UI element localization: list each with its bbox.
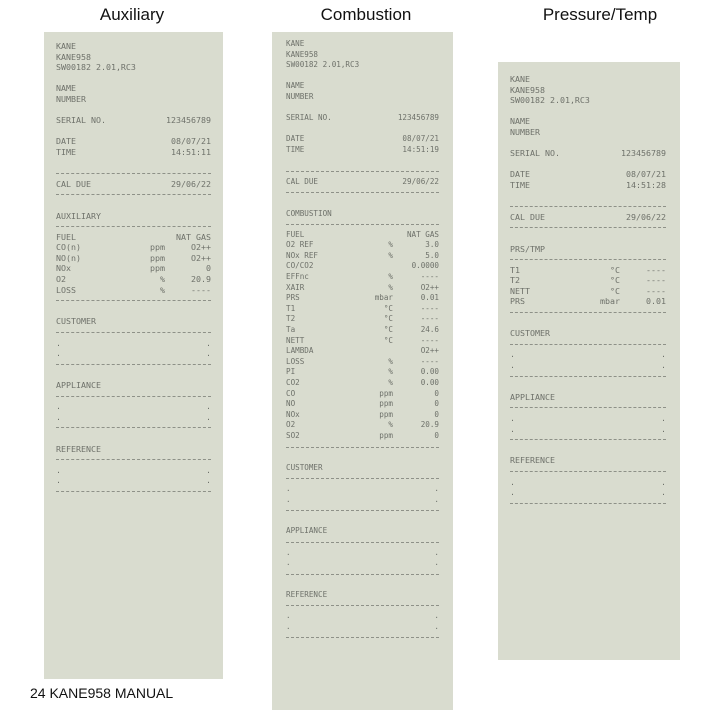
blank-field-marks <box>510 360 666 371</box>
header-line: SW00182 2.01,RC3 <box>510 95 590 106</box>
spacer <box>510 191 666 202</box>
blank-field-marks <box>286 558 439 569</box>
dashed-divider <box>56 422 211 433</box>
spacer <box>286 516 439 527</box>
reading-label: O2 <box>56 274 66 285</box>
reading-row <box>286 378 439 389</box>
reading-value: O2++ <box>191 242 211 253</box>
reading-row <box>510 275 666 286</box>
reading-label: Ta <box>286 325 296 335</box>
reading-unit: % <box>388 367 393 377</box>
reading-row <box>286 336 439 347</box>
blank-field-mark: . <box>510 349 515 360</box>
spacer <box>56 126 211 137</box>
pressure-temp-title: Pressure/Temp <box>542 5 658 24</box>
reading-row <box>56 274 211 285</box>
reading-unit: °C <box>383 335 393 345</box>
spacer <box>286 103 439 114</box>
appliance-label: APPLIANCE <box>510 391 555 402</box>
reading-unit: °C <box>383 325 393 335</box>
reading-value: 24.6 <box>420 325 439 335</box>
reading-row <box>510 286 666 297</box>
reading-row <box>286 357 439 368</box>
cal-due-label: CAL DUE <box>510 211 545 222</box>
date-label: DATE <box>510 169 530 180</box>
blank-field-marks <box>510 477 666 488</box>
spacer <box>286 452 439 463</box>
reading-value: 0.00 <box>420 367 439 377</box>
time-value: 14:51:11 <box>171 146 211 157</box>
blank-field-mark: . <box>510 360 515 371</box>
header-line: KANE958 <box>56 51 91 62</box>
dashed-divider <box>286 166 439 177</box>
dashed-divider <box>510 466 666 477</box>
blank-field-mark: . <box>56 401 61 412</box>
pressure-temp-printout <box>498 62 680 660</box>
reading-label: XAIR <box>286 282 305 292</box>
blank-field-mark: . <box>286 621 291 631</box>
serial-number <box>510 148 666 159</box>
reading-value: 20.9 <box>191 274 211 285</box>
reading-row <box>286 314 439 325</box>
cal-due-value: 29/06/22 <box>171 178 211 189</box>
reading-row <box>286 272 439 283</box>
blank-field-marks <box>56 348 211 359</box>
date-label: DATE <box>56 136 76 147</box>
reading-unit: % <box>388 282 393 292</box>
reading-row <box>286 261 439 272</box>
reading-label: LAMBDA <box>286 346 314 356</box>
blank-field-marks <box>56 401 211 412</box>
customer-label: CUSTOMER <box>510 328 550 339</box>
reading-unit <box>355 261 393 272</box>
blank-field-mark: . <box>286 558 291 568</box>
blank-field-mark: . <box>661 360 666 371</box>
dashed-divider <box>510 222 666 233</box>
serial-number <box>286 113 439 124</box>
blank-field-mark: . <box>661 349 666 360</box>
section-title: AUXILIARY <box>56 210 101 221</box>
reading-value: 5.0 <box>425 250 439 260</box>
spacer <box>56 158 211 169</box>
date <box>56 136 211 147</box>
name-line: NAME <box>286 81 305 91</box>
reading-row <box>286 389 439 400</box>
serial-number-value: 123456789 <box>166 115 211 126</box>
reading-value: 20.9 <box>420 420 439 430</box>
cal-due <box>56 179 211 190</box>
reading-label: NETT <box>286 335 305 345</box>
time-label: TIME <box>510 179 530 190</box>
reading-label: T2 <box>286 314 296 324</box>
dashed-divider <box>56 327 211 338</box>
spacer <box>510 445 666 456</box>
blank-field-marks <box>510 413 666 424</box>
blank-field-mark: . <box>206 464 211 475</box>
reading-row <box>286 410 439 421</box>
section-title: COMBUSTION <box>286 208 332 218</box>
spacer <box>56 73 211 84</box>
reading-row <box>286 304 439 315</box>
customer-label: CUSTOMER <box>286 462 323 472</box>
dashed-divider <box>510 402 666 413</box>
reading-value: 0 <box>434 399 439 409</box>
dashed-divider <box>56 221 211 232</box>
blank-field-mark: . <box>434 558 439 568</box>
spacer <box>286 156 439 167</box>
reading-row <box>286 431 439 442</box>
section-title: PRS/TMP <box>510 243 545 254</box>
name-line: NUMBER <box>56 93 86 104</box>
dashed-divider <box>56 486 211 497</box>
reference-label: REFERENCE <box>510 455 555 466</box>
reading-row <box>286 293 439 304</box>
reading-unit: °C <box>383 314 393 324</box>
dashed-divider <box>286 473 439 484</box>
serial-number-value: 123456789 <box>397 113 439 123</box>
reading-label: NETT <box>510 285 530 296</box>
fuel-label: FUEL <box>56 231 76 242</box>
customer-label: CUSTOMER <box>56 316 96 327</box>
serial-number-value: 123456789 <box>621 148 666 159</box>
date-value: 08/07/21 <box>171 136 211 147</box>
dashed-divider <box>286 569 439 580</box>
blank-field-mark: . <box>286 547 291 557</box>
reading-unit: ppm <box>150 252 165 263</box>
spacer <box>286 579 439 590</box>
blank-field-marks <box>510 349 666 360</box>
name-line: NAME <box>56 83 76 94</box>
blank-field-mark: . <box>510 476 515 487</box>
reading-label: PI <box>286 367 296 377</box>
spacer <box>510 138 666 149</box>
reading-label: CO <box>286 388 296 398</box>
dashed-divider <box>510 254 666 265</box>
reading-value: 0 <box>206 263 211 274</box>
reading-unit: % <box>388 378 393 387</box>
reading-unit: °C <box>610 264 620 275</box>
reading-row <box>510 296 666 307</box>
blank-field-mark: . <box>434 621 439 631</box>
reading-value: 0.01 <box>646 296 666 307</box>
dashed-divider <box>56 168 211 179</box>
cal-due-label: CAL DUE <box>56 178 91 189</box>
dashed-divider <box>56 454 211 465</box>
reading-unit: % <box>388 240 393 250</box>
reading-label: T2 <box>510 275 520 286</box>
blank-field-marks <box>510 424 666 435</box>
reading-row <box>56 242 211 253</box>
time <box>56 147 211 158</box>
reading-unit: ppm <box>150 242 165 253</box>
blank-field-marks <box>56 412 211 423</box>
reading-row <box>56 253 211 264</box>
dashed-divider <box>286 505 439 516</box>
dashed-divider <box>56 359 211 370</box>
auxiliary-printout <box>44 32 223 679</box>
dashed-divider <box>286 632 439 643</box>
dashed-divider <box>510 498 666 509</box>
appliance-label: APPLIANCE <box>56 380 101 390</box>
reading-label: T1 <box>510 264 520 275</box>
blank-field-mark: . <box>661 413 666 423</box>
blank-field-marks <box>286 622 439 633</box>
reading-unit: mbar <box>374 293 393 303</box>
spacer <box>510 318 666 329</box>
time-label: TIME <box>286 144 305 154</box>
reading-value: 0 <box>434 409 439 419</box>
serial-number-label: SERIAL NO. <box>286 113 332 123</box>
reference-label: REFERENCE <box>286 589 328 599</box>
reading-label: NO(n) <box>56 252 81 263</box>
dashed-divider <box>56 295 211 306</box>
header-line: SW00182 2.01,RC3 <box>286 60 360 70</box>
name-line: NUMBER <box>510 126 540 137</box>
appliance-label: APPLIANCE <box>286 526 328 536</box>
blank-field-mark: . <box>434 611 439 621</box>
name-line: NUMBER <box>286 91 314 101</box>
spacer <box>510 159 666 170</box>
spacer <box>56 497 211 508</box>
reading-unit: % <box>388 356 393 366</box>
reading-row <box>286 240 439 251</box>
reading-value: 0 <box>434 388 439 398</box>
blank-field-marks <box>286 484 439 495</box>
blank-field-mark: . <box>510 423 515 434</box>
dashed-divider <box>510 201 666 212</box>
reading-unit: % <box>388 420 393 430</box>
header-line: KANE <box>56 41 76 51</box>
reading-label: PRS <box>510 296 525 307</box>
serial-number-label: SERIAL NO. <box>510 148 560 159</box>
reading-row <box>286 325 439 336</box>
cal-due-label: CAL DUE <box>286 176 319 186</box>
reading-label: SO2 <box>286 430 300 440</box>
blank-field-mark: . <box>206 475 211 486</box>
header-line: KANE958 <box>286 49 319 59</box>
date <box>286 134 439 145</box>
blank-field-mark: . <box>434 483 439 493</box>
reading-row <box>286 283 439 294</box>
blank-field-marks <box>286 611 439 622</box>
blank-field-marks <box>56 475 211 486</box>
spacer <box>286 198 439 209</box>
blank-field-mark: . <box>206 348 211 359</box>
blank-field-marks <box>56 465 211 476</box>
dashed-divider <box>510 434 666 445</box>
reading-value: 0.00 <box>420 378 439 387</box>
page-footer: 24 KANE958 MANUAL <box>30 685 174 701</box>
serial-number <box>56 115 211 126</box>
dashed-divider <box>286 219 439 230</box>
blank-field-mark: . <box>510 487 515 498</box>
reading-row <box>286 420 439 431</box>
blank-field-mark: . <box>510 413 515 423</box>
blank-field-mark: . <box>286 611 291 621</box>
time <box>286 145 439 156</box>
reading-unit: % <box>160 284 165 295</box>
reading-value: ---- <box>420 314 439 324</box>
reading-value: ---- <box>646 264 666 275</box>
blank-field-mark: . <box>206 337 211 348</box>
fuel-value: NAT GAS <box>406 229 439 239</box>
blank-field-mark: . <box>56 411 61 422</box>
reading-unit: ppm <box>379 409 393 419</box>
reading-value: ---- <box>646 275 666 286</box>
reading-unit: °C <box>383 303 393 313</box>
reading-label: NOx <box>56 263 71 274</box>
reading-value: ---- <box>191 284 211 295</box>
blank-field-mark: . <box>286 483 291 493</box>
dashed-divider <box>56 189 211 200</box>
reading-label: PRS <box>286 293 300 303</box>
reading-label: NOx <box>286 409 300 419</box>
blank-field-mark: . <box>661 487 666 498</box>
blank-field-mark: . <box>661 476 666 487</box>
spacer <box>56 433 211 444</box>
reading-unit: ppm <box>379 399 393 409</box>
time-value: 14:51:19 <box>402 144 439 154</box>
reading-value: ---- <box>420 272 439 282</box>
blank-field-mark: . <box>206 411 211 422</box>
blank-field-mark: . <box>434 494 439 504</box>
reading-label: T1 <box>286 303 296 313</box>
dashed-divider <box>286 600 439 611</box>
dashed-divider <box>286 187 439 198</box>
reading-label: LOSS <box>286 356 305 366</box>
spacer <box>286 124 439 135</box>
reading-unit <box>355 346 393 357</box>
reading-row <box>56 285 211 296</box>
auxiliary-title: Auxiliary <box>99 5 165 24</box>
spacer <box>510 233 666 244</box>
reading-unit: °C <box>610 285 620 296</box>
date-label: DATE <box>286 134 305 144</box>
header-line: SW00182 2.01,RC3 <box>56 62 136 73</box>
reading-unit: mbar <box>600 296 620 307</box>
spacer <box>510 508 666 519</box>
time-value: 14:51:28 <box>626 179 666 190</box>
spacer <box>56 369 211 380</box>
combustion-title: Combustion <box>320 5 412 24</box>
fuel-value: NAT GAS <box>176 231 211 242</box>
spacer <box>56 306 211 317</box>
blank-field-marks <box>286 495 439 506</box>
header-line: KANE <box>286 39 305 48</box>
serial-number-label: SERIAL NO. <box>56 115 106 126</box>
reading-unit: % <box>388 272 393 282</box>
reference-label: REFERENCE <box>56 443 101 454</box>
reading-value: O2++ <box>191 252 211 263</box>
spacer <box>510 381 666 392</box>
reading-row <box>286 399 439 410</box>
reading-unit: % <box>160 274 165 285</box>
reading-value: 0 <box>434 430 439 440</box>
reading-label: O2 <box>286 420 296 430</box>
fuel-label: FUEL <box>286 229 305 239</box>
spacer <box>510 106 666 117</box>
spacer <box>286 643 439 654</box>
reading-value: O2++ <box>420 282 439 292</box>
reading-value: 0.0000 <box>411 261 439 271</box>
name-line: NAME <box>510 116 530 127</box>
reading-unit: % <box>388 250 393 260</box>
spacer <box>56 200 211 211</box>
blank-field-mark: . <box>206 401 211 412</box>
reading-row <box>286 346 439 357</box>
reading-unit: ppm <box>379 388 393 398</box>
date-value: 08/07/21 <box>626 169 666 180</box>
reading-value: ---- <box>420 356 439 366</box>
reading-value: ---- <box>420 335 439 345</box>
reading-label: CO/CO2 <box>286 261 314 271</box>
blank-field-mark: . <box>56 464 61 475</box>
dashed-divider <box>510 371 666 382</box>
fuel <box>56 232 211 243</box>
combustion-printout <box>272 32 453 710</box>
reading-label: NO <box>286 399 296 409</box>
reading-row <box>56 263 211 274</box>
fuel <box>286 230 439 241</box>
reading-value: ---- <box>646 285 666 296</box>
reading-unit: ppm <box>379 430 393 440</box>
date <box>510 169 666 180</box>
reading-value: O2++ <box>420 346 439 356</box>
cal-due-value: 29/06/22 <box>402 176 439 186</box>
reading-label: CO(n) <box>56 242 81 253</box>
date-value: 08/07/21 <box>402 134 439 144</box>
dashed-divider <box>286 537 439 548</box>
spacer <box>286 71 439 82</box>
time <box>510 180 666 191</box>
dashed-divider <box>286 442 439 453</box>
spacer <box>56 105 211 116</box>
reading-unit: ppm <box>150 263 165 274</box>
blank-field-mark: . <box>56 475 61 486</box>
blank-field-mark: . <box>434 547 439 557</box>
cal-due <box>510 212 666 223</box>
reading-value: ---- <box>420 303 439 313</box>
blank-field-marks <box>286 548 439 559</box>
reading-unit: °C <box>610 275 620 286</box>
blank-field-mark: . <box>661 423 666 434</box>
blank-field-mark: . <box>56 337 61 348</box>
reading-value: 3.0 <box>425 240 439 250</box>
reading-label: LOSS <box>56 284 76 295</box>
reading-row <box>286 251 439 262</box>
reading-label: NOx REF <box>286 250 319 260</box>
blank-field-mark: . <box>286 494 291 504</box>
reading-label: CO2 <box>286 378 300 387</box>
reading-row <box>286 367 439 378</box>
blank-field-mark: . <box>56 348 61 359</box>
blank-field-marks <box>56 338 211 349</box>
reading-label: O2 REF <box>286 240 314 250</box>
header-line: KANE <box>510 74 530 84</box>
header-line: KANE958 <box>510 84 545 95</box>
reading-row <box>510 265 666 276</box>
cal-due <box>286 177 439 188</box>
dashed-divider <box>510 339 666 350</box>
reading-value: 0.01 <box>420 293 439 303</box>
time-label: TIME <box>56 146 76 157</box>
dashed-divider <box>510 307 666 318</box>
blank-field-marks <box>510 487 666 498</box>
reading-label: EFFnc <box>286 272 309 282</box>
dashed-divider <box>56 391 211 402</box>
cal-due-value: 29/06/22 <box>626 211 666 222</box>
